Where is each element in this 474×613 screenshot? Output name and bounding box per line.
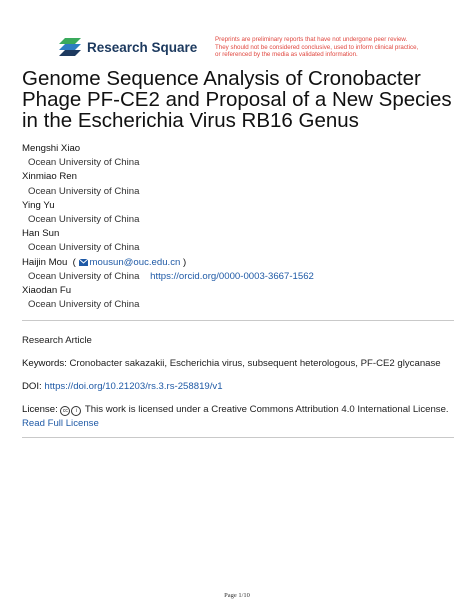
license-row — [22, 403, 462, 431]
author-affiliation: Ocean University of China — [28, 185, 140, 197]
license-text: This work is licensed under a Creative Commons Attribution 4.0 International License. — [84, 404, 449, 415]
author-name: Haijin Mou — [22, 256, 68, 268]
author-affiliation: Ocean University of China — [28, 270, 140, 282]
author-name: Mengshi Xiao — [22, 143, 81, 154]
license-label: License: — [22, 404, 58, 415]
divider — [22, 320, 454, 321]
article-type: Research Article — [22, 335, 92, 346]
creative-commons-icon: cc — [60, 406, 70, 416]
author-name: Xinmiao Ren — [22, 171, 77, 183]
brand-name: Research Square — [87, 39, 198, 55]
author-affiliation: Ocean University of China — [28, 242, 140, 254]
author-list — [22, 142, 462, 312]
author-email: mousun@ouc.edu.cn — [89, 256, 181, 268]
preprint-disclaimer — [215, 36, 430, 59]
author-name: Han Sun — [22, 228, 60, 240]
keywords-label: Keywords: — [22, 358, 67, 369]
doi-link[interactable]: https://doi.org/10.21203/rs.3.rs-258819/v1 — [44, 381, 223, 392]
author-email-link[interactable] — [79, 257, 181, 268]
read-full-license-link[interactable]: Read Full License — [22, 418, 99, 429]
corresponding-author — [22, 256, 462, 270]
orcid-link[interactable]: https://orcid.org/0000-0003-3667-1562 — [150, 270, 314, 282]
paper-title: Genome Sequence Analysis of Cronobacter Phage PF-CE2 and Proposal of a New Species in the Escherichia Virus RB16 Genus — [22, 67, 452, 132]
disclaimer-line: or referenced by the media as validated information. — [215, 51, 358, 59]
attribution-icon: i — [71, 406, 81, 416]
email-paren-open: ( — [70, 256, 76, 268]
research-square-logo-icon — [59, 38, 81, 56]
author-name: Ying Yu — [22, 199, 55, 211]
author-affiliation: Ocean University of China — [28, 299, 140, 311]
research-square-logo[interactable] — [59, 38, 197, 56]
email-paren-close: ) — [183, 256, 187, 268]
keywords-row — [22, 357, 462, 371]
author-name: Xiaodan Fu — [22, 285, 72, 297]
divider — [22, 437, 454, 438]
disclaimer-line: Preprints are preliminary reports that have not undergone peer review. — [215, 36, 408, 43]
doi-label: DOI: — [22, 381, 42, 392]
keywords-value: Cronobacter sakazakii, Escherichia virus, subsequent heterologous, PF-CE2 glycanase — [69, 358, 441, 369]
envelope-icon — [79, 259, 88, 266]
author-affiliation: Ocean University of China — [28, 214, 140, 226]
doi-row — [22, 380, 462, 394]
author-affiliation-row — [22, 270, 462, 284]
page-number: Page 1/10 — [224, 592, 250, 599]
author-affiliation: Ocean University of China — [28, 157, 140, 169]
disclaimer-line: They should not be considered conclusive, used to inform clinical practice, — [215, 43, 419, 51]
